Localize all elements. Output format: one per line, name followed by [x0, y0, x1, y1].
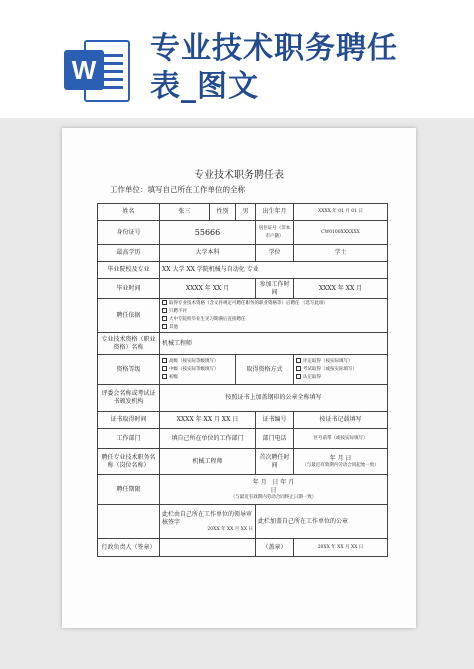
gender-label: 性别 [210, 204, 236, 221]
period-note: （与最近有效期内劳动合同终止日期一致） [230, 494, 317, 500]
checkbox-icon [162, 300, 167, 305]
residence-value: CW0100XXXXXX [294, 221, 388, 245]
grad-time-value: XXXX 年 XX 月 [160, 279, 256, 299]
id-value: 55666 [160, 221, 256, 245]
word-badge: W [64, 50, 104, 90]
first-hire-cell [294, 449, 388, 475]
first-hire-label: 首次聘任时间 [256, 449, 294, 475]
basis-option-2[interactable]: 只聘不评 [162, 308, 385, 316]
qualification-name-value: 机械工程师 [160, 333, 388, 355]
unit-opinion-text: 此栏由自己所在工作单位的领导审核签字 [162, 510, 253, 526]
department-label: 工作部门 [98, 429, 160, 449]
cert-time-value: XXXX 年 XX 月 XX 日 [160, 412, 256, 429]
unit-opinion-spacer [98, 505, 160, 539]
cert-number-value: 按证书记载填写 [294, 412, 388, 429]
work-unit-line: 工作单位：填写自己所在工作单位的全称 [110, 185, 245, 194]
checkbox-icon [162, 316, 167, 321]
education-label: 最高学历 [98, 245, 160, 262]
birth-value: XXXX 年 01 月 01 日 [294, 204, 388, 221]
legal-rep-value [160, 539, 256, 557]
seal-label: （盖章） [256, 539, 294, 557]
period-label: 聘任期限 [98, 475, 160, 505]
basis-option-1[interactable]: 取得专业技术资格（含文件规定可聘任职务的职业资格等）后聘任 （选写此项） [162, 300, 385, 308]
checkbox-icon [162, 324, 167, 329]
grad-time-label: 毕业时间 [98, 279, 160, 299]
seal-date: 20XX 年 XX 月 XX 日 [294, 539, 388, 557]
work-time-label: 参加工作时间 [256, 279, 294, 299]
checkbox-icon [296, 358, 301, 363]
cert-time-label: 证书取得时间 [98, 412, 160, 429]
seal-note: 此栏加盖自己所在工作单位的公章 [258, 517, 349, 525]
method-label: 取得资格方式 [236, 355, 294, 385]
method-option-3[interactable]: 认定取得 [296, 374, 385, 382]
school-value: XX 大学 XX 学院机械与自动化 专业 [160, 262, 388, 279]
period-day: 日 [270, 486, 277, 494]
position-label: 聘任专业技术职务名称（岗位名称） [98, 449, 160, 475]
degree-value: 学士 [294, 245, 388, 262]
level-option-1[interactable]: 高级（按实际等级填写） [162, 358, 233, 366]
page-title-line1: 专业技术职务聘任 [150, 31, 398, 66]
method-option-1[interactable]: 评定取得（按实际填写） [296, 358, 385, 366]
work-time-value: XXXX 年 XX 月 [294, 279, 388, 299]
checkbox-icon [162, 374, 167, 379]
checkbox-icon [162, 308, 167, 313]
basis-label: 聘任依据 [98, 299, 160, 333]
legal-rep-label: 行政负责人（签章） [98, 539, 160, 557]
name-value: 张三 [160, 204, 210, 221]
period-to: 日 年 月 [272, 478, 295, 486]
level-option-2[interactable]: 中级（按实际等级填写） [162, 366, 233, 374]
qualification-name-label: 专业技术资格（职业资格）名称 [98, 333, 160, 355]
checkbox-icon [162, 358, 167, 363]
document-page [62, 128, 416, 628]
qualification-level-options [160, 355, 236, 385]
appointment-form-table [97, 203, 388, 557]
position-value: 机械工程师 [160, 449, 256, 475]
page-title-line2: 表_图文 [150, 69, 259, 104]
level-option-3[interactable]: 初级 [162, 374, 233, 382]
word-document-icon [64, 36, 128, 102]
residence-label: 居住证号（非本市户籍） [256, 221, 294, 245]
department-phone-value: 区号前带（或按实际填写） [294, 429, 388, 449]
unit-opinion-cell [160, 505, 256, 539]
checkbox-icon [296, 366, 301, 371]
page-title [150, 30, 460, 106]
qualification-level-label: 资格等级 [98, 355, 160, 385]
first-hire-value: 年 月 日 [329, 454, 352, 462]
gender-value: 男 [236, 204, 256, 221]
first-hire-note: （与最近有效期内劳动合同起始一致） [302, 462, 379, 468]
birth-label: 出生年月 [256, 204, 294, 221]
education-value: 大学本科 [160, 245, 256, 262]
department-phone-label: 部门电话 [256, 429, 294, 449]
checkbox-icon [162, 366, 167, 371]
name-label: 姓名 [98, 204, 160, 221]
period-cell [160, 475, 388, 505]
department-value: 填自己所在单位的工作部门 [160, 429, 256, 449]
basis-options [160, 299, 388, 333]
page-header [0, 0, 474, 120]
checkbox-icon [296, 374, 301, 379]
unit-opinion-date: 20XX 年 XX 月 XX 日 [207, 526, 253, 532]
method-options [294, 355, 388, 385]
cert-number-label: 证书编号 [256, 412, 294, 429]
degree-label: 学位 [256, 245, 294, 262]
document-title: 专业技术职务聘任表 [194, 170, 284, 181]
period-from: 年 月 [252, 478, 267, 486]
method-option-2[interactable]: 考试取得（或按实际填写） [296, 366, 385, 374]
school-label: 毕业院校及专业 [98, 262, 160, 279]
committee-value: 按照证书上加盖钢印的公章全称填写 [160, 385, 388, 412]
committee-label: 评委会名称或考试证书颁发机构 [98, 385, 160, 412]
seal-cell [256, 505, 388, 539]
basis-option-3[interactable]: 大中专院校毕业生见习期满后直接聘任 [162, 316, 385, 324]
id-label: 身份证号 [98, 221, 160, 245]
basis-option-4[interactable]: 其他 [162, 324, 385, 332]
